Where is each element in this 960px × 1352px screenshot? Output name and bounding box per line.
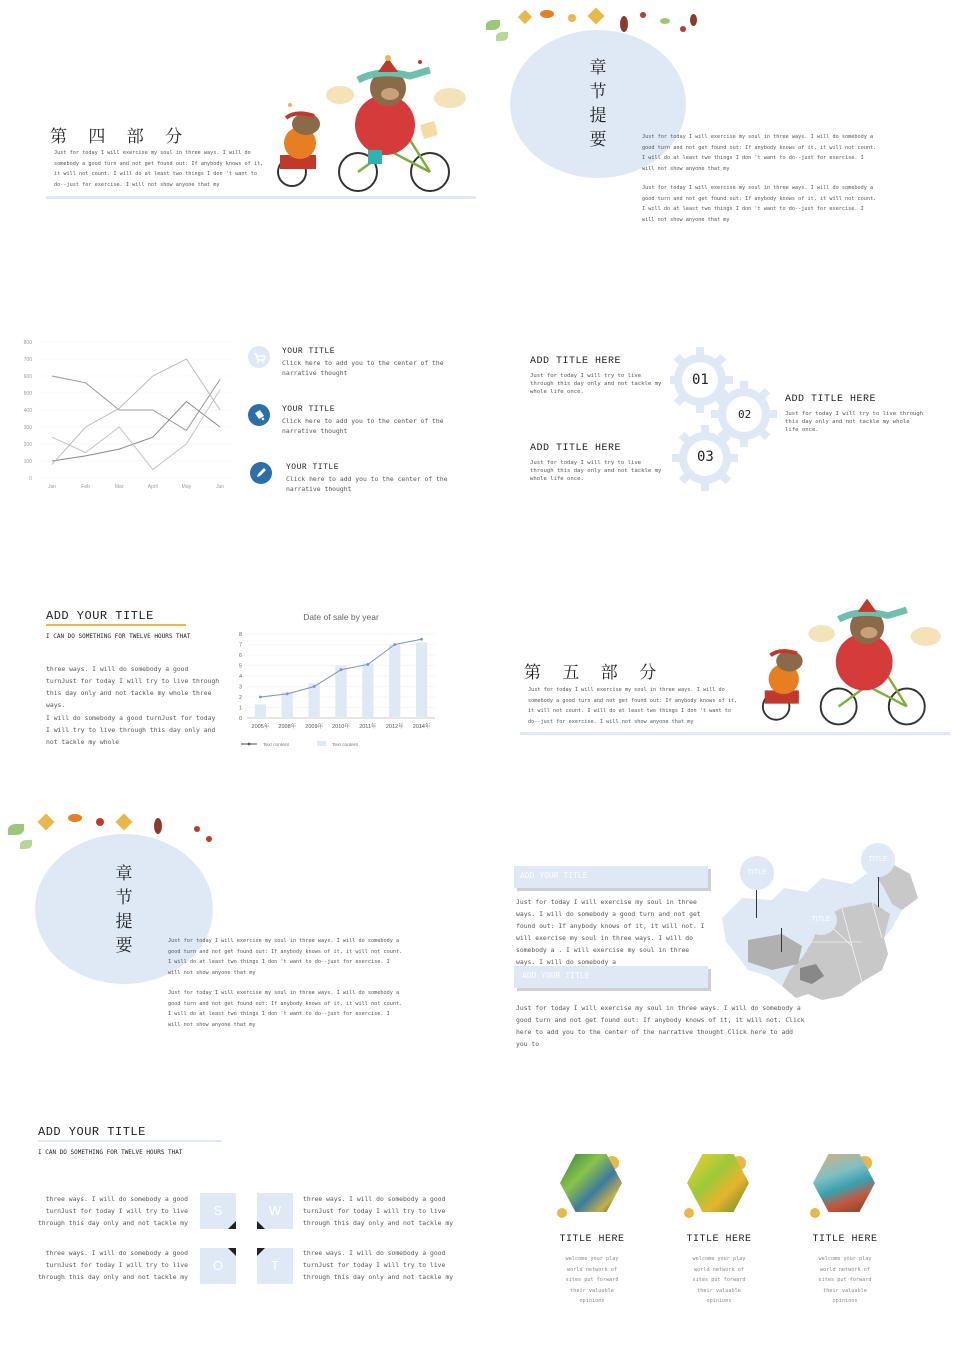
feature-text: Click here to add you to the center of the narrative thought: [282, 417, 444, 435]
swot-letter: T: [271, 1258, 279, 1273]
card-text: welcome your play world network of sites put forward their valuable opinions: [692, 1256, 746, 1304]
body-paragraph-1: three ways. I will do somebody a good turnJust for today I will try to live through this day only and not tackle my whole three ways.: [46, 665, 220, 709]
bar: [335, 666, 346, 719]
slide-summary-2: [0, 810, 480, 1040]
card-text: welcome your play world network of sites put forward their valuable opinions: [565, 1256, 619, 1304]
vertical-char: 要: [589, 130, 607, 150]
feature-text: Click here to add you to the center of the narrative thought: [282, 359, 444, 377]
card: [682, 1150, 762, 1320]
y-tick-label: 200: [23, 442, 32, 448]
slide-gears: [480, 330, 960, 500]
x-tick-label: April: [147, 484, 158, 490]
x-tick-label: 2011年: [359, 724, 377, 730]
part-four-heading: 第 四 部 分: [50, 127, 191, 147]
title-bar-label: ADD YOUR TITLE: [520, 871, 588, 880]
y-tick-label: 2: [238, 695, 242, 701]
bar: [255, 704, 266, 718]
swot-box-w: [257, 1193, 293, 1229]
bar: [282, 692, 293, 718]
summary-paragraph-2: Just for today I will exercise my soul in three ways. I will do somebody a good turn and not get found out: If anybody knows of it, it will not count. I will do at least two things I don 't want to do--just for exercise. I will not show anyone that my: [642, 185, 877, 223]
bar: [362, 663, 373, 718]
card-title: TITLE HERE: [812, 1234, 878, 1245]
gear-left-title-1: ADD TITLE HERE: [530, 356, 622, 367]
gear-right-title: ADD TITLE HERE: [785, 394, 877, 405]
vertical-char: 提: [589, 106, 607, 126]
swot-letter: W: [268, 1203, 282, 1218]
title-underline: [38, 1140, 222, 1142]
y-tick-label: 0: [29, 476, 32, 482]
y-tick-label: 600: [23, 374, 32, 380]
legend-label: Text content: [263, 743, 289, 748]
vertical-char: 节: [589, 82, 607, 102]
map-text-2: Just for today I will exercise my soul in three ways. I will do somebody a good turn and not get found out: If anybody knows of it, it will not. Click here to add you to the center of the narrative thought Click here to add you to: [516, 1004, 805, 1048]
y-tick-label: 100: [23, 459, 32, 465]
summary-vertical-title: [588, 56, 608, 152]
swot-letter: S: [213, 1203, 223, 1218]
y-tick-label: 7: [238, 642, 242, 649]
vertical-char: 章: [589, 58, 607, 78]
card: [555, 1150, 635, 1320]
feature-text: Click here to add you to the center of the narrative thought: [286, 475, 448, 493]
slide-subtitle: I CAN DO SOMETHING FOR TWELVE HOURS THAT: [38, 1149, 183, 1156]
slide-summary-1: [480, 0, 960, 240]
line-point: [420, 638, 423, 641]
bar: [309, 683, 320, 718]
x-tick-label: Mar: [114, 484, 124, 490]
swot-text-tl: three ways. I will do somebody a good turnJust for today I will try to live through this day only and not tackle my: [37, 1195, 188, 1227]
gear-number-03: 03: [697, 449, 714, 465]
feature-title: YOUR TITLE: [286, 463, 340, 472]
slide-part-five: [480, 585, 960, 745]
x-tick-label: 2005年: [251, 724, 270, 730]
bear-bicycle-illustration: [270, 50, 470, 200]
part-five-heading: 第 五 部 分: [524, 663, 665, 683]
summary-vertical-title: [114, 862, 134, 958]
y-tick-label: 0: [238, 716, 242, 722]
line-point: [259, 696, 262, 699]
bar-chart: [225, 606, 445, 754]
swot-box-s: [200, 1193, 236, 1229]
gear-left-text-1: Just for today I will try to live through this day only and not tackle my whole life once.: [530, 373, 662, 395]
line-point: [393, 643, 396, 646]
card-title: TITLE HERE: [559, 1234, 625, 1245]
y-tick-label: 3: [238, 684, 242, 691]
line-point: [340, 668, 343, 671]
x-tick-label: 2010年: [332, 724, 350, 730]
y-tick-label: 6: [238, 653, 242, 659]
feature-item: [248, 462, 468, 502]
swot-letter: O: [212, 1258, 224, 1273]
map-text-1: Just for today I will exercise my soul in three ways. I will do somebody a good turn and not get found out: If anybody knows of it, it will not. I will exercise my soul in three ways. I will do somebody a . I will exercise my soul in three ways. I will do somebody a: [516, 898, 705, 966]
x-tick-label: 2009年: [305, 724, 324, 730]
map-pin-label: TITLE: [747, 869, 767, 876]
x-tick-label: 2012年: [385, 724, 404, 730]
slide-map: [480, 840, 960, 1050]
map-pin-3[interactable]: [861, 843, 895, 877]
line-point: [286, 692, 289, 695]
gear-graphic: [670, 346, 780, 491]
summary-paragraph-1: Just for today I will exercise my soul in three ways. I will do somebody a good turn and not get found out: If anybody knows of it, it will not count. I will do at least two things I don 't want to do--just for exercise. I will not show anyone that my: [168, 938, 403, 976]
part-five-body: Just for today I will exercise my soul in three ways. I will do somebody a good turn and not get found out: If anybody knows of it, it will not count. I will do at least two things I don 't want to do--just for exercise. I will not show anyone that my: [528, 687, 738, 725]
slide-cards: [480, 1140, 960, 1320]
chart-title: Date of sale by year: [303, 612, 379, 622]
x-tick-label: May: [181, 484, 192, 490]
swot-box-o: [200, 1248, 236, 1284]
vertical-char: 节: [115, 888, 133, 908]
title-bar-1: [514, 866, 708, 888]
card-title: TITLE HERE: [686, 1234, 752, 1245]
bar: [416, 642, 427, 718]
series-line: [52, 376, 220, 430]
bar: [389, 645, 400, 719]
swot-text-bl: three ways. I will do somebody a good turnJust for today I will try to live through this day only and not tackle my: [37, 1249, 188, 1281]
line-chart: [10, 330, 240, 495]
swot-text-br: three ways. I will do somebody a good turnJust for today I will try to live through this day only and not tackle my: [303, 1249, 454, 1281]
card-text: welcome your play world network of sites put forward their valuable opinions: [818, 1256, 872, 1304]
slide-line-chart: [0, 330, 480, 500]
slide-part-four: [0, 0, 480, 240]
y-tick-label: 400: [23, 408, 32, 414]
slide-title: ADD YOUR TITLE: [46, 609, 154, 623]
y-tick-label: 800: [23, 340, 32, 346]
pencil-icon: [250, 462, 272, 484]
map-pin-line: [781, 928, 782, 952]
slide-swot: [0, 1115, 480, 1295]
feature-title: YOUR TITLE: [282, 347, 336, 356]
gear-right-text: Just for today I will try to live through this day only and not tackle my whole life once.: [785, 411, 924, 433]
map-pin-1[interactable]: [740, 856, 774, 890]
legend-label: Text content: [332, 743, 358, 748]
feature-item: [248, 346, 468, 386]
line-point: [313, 685, 316, 688]
map-pin-label: TITLE: [811, 916, 831, 923]
body-paragraph-2: I will do somebody a good turnJust for today I will try to live through this day only and not tackle my whole: [46, 714, 216, 746]
line-point: [366, 663, 369, 666]
swot-text-tr: three ways. I will do somebody a good turnJust for today I will try to live through this day only and not tackle my: [303, 1195, 454, 1227]
bucket-icon: [248, 404, 270, 426]
vertical-char: 章: [115, 864, 133, 884]
gear-number-02: 02: [738, 408, 752, 421]
x-tick-label: Jan: [47, 484, 57, 490]
title-bar-label: ADD YOUR TITLE: [522, 971, 590, 980]
card: [808, 1150, 888, 1320]
y-tick-label: 4: [238, 674, 242, 680]
vertical-char: 提: [115, 912, 133, 932]
gear-left-text-2: Just for today I will try to live through this day only and not tackle my whole life once.: [530, 460, 662, 482]
map-pin-2[interactable]: [805, 905, 837, 935]
gear-number-01: 01: [692, 372, 709, 388]
y-tick-label: 500: [23, 391, 32, 397]
feature-title: YOUR TITLE: [282, 405, 336, 414]
cart-icon: [248, 346, 270, 368]
slide-bar-chart: [0, 600, 480, 760]
y-tick-label: 700: [23, 357, 32, 363]
y-tick-label: 300: [23, 425, 32, 431]
part-four-body: Just for today I will exercise my soul in three ways. I will do somebody a good turn and not get found out: If anybody knows of it, it will not count. I will do at least two things I don 't want to do--just for exercise. I will not show anyone that my: [54, 150, 264, 188]
bear-bicycle-illustration: [750, 591, 950, 733]
feature-item: [248, 404, 468, 444]
slide-title: ADD YOUR TITLE: [38, 1125, 146, 1139]
x-tick-label: 2014年: [412, 724, 431, 730]
legend-line-dot: [248, 743, 251, 746]
y-tick-label: 1: [238, 705, 242, 712]
summary-paragraph-2: Just for today I will exercise my soul in three ways. I will do somebody a good turn and not get found out: If anybody knows of it, it will not count. I will do at least two things I don 't want to do--just for exercise. I will not show anyone that my: [168, 990, 403, 1028]
map-pin-label: TITLE: [868, 856, 888, 863]
summary-paragraph-1: Just for today I will exercise my soul in three ways. I will do somebody a good turn and not get found out: If anybody knows of it, it will not count. I will do at least two things I don 't want to do--just for exercise. I will not show anyone that my: [642, 134, 877, 172]
slide-subtitle: I CAN DO SOMETHING FOR TWELVE HOURS THAT: [46, 633, 191, 640]
map-pin-line: [756, 890, 757, 918]
vertical-char: 要: [115, 936, 133, 956]
title-bar-2: [514, 966, 708, 988]
x-tick-label: 2008年: [278, 724, 297, 730]
x-tick-label: Jun: [215, 484, 225, 490]
y-tick-label: 8: [238, 632, 242, 638]
title-underline: [46, 624, 186, 626]
swot-box-t: [257, 1248, 293, 1284]
x-tick-label: Feb: [81, 484, 90, 490]
gear-left-title-2: ADD TITLE HERE: [530, 443, 622, 454]
legend-bar-swatch: [317, 741, 326, 746]
y-tick-label: 5: [238, 663, 242, 670]
map-pin-line: [878, 877, 879, 907]
